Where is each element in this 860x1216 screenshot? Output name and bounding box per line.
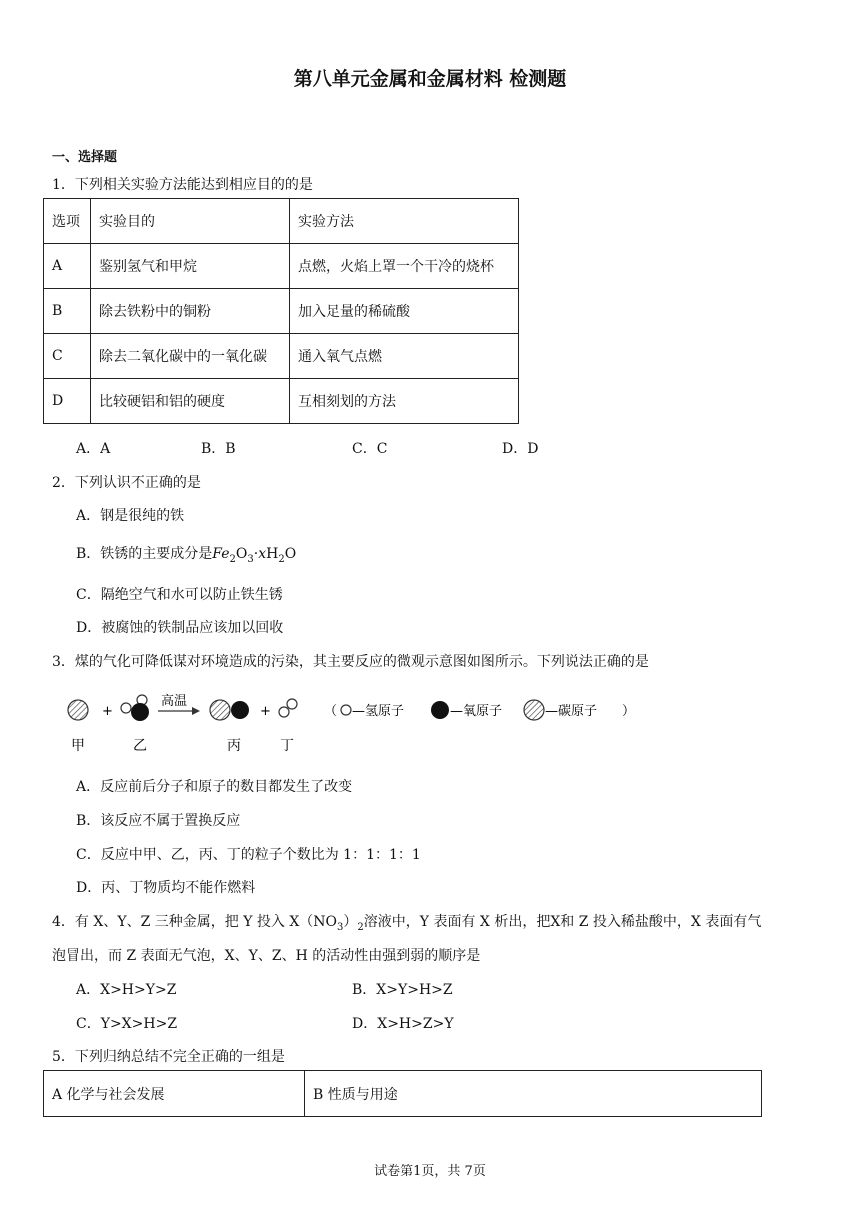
table-cell: 通入氧气点燃 <box>290 334 519 379</box>
formula-sub: 2 <box>357 921 364 933</box>
legend-paren: （ <box>324 704 338 719</box>
formula-o: O <box>284 546 297 562</box>
option-a[interactable]: A．A <box>76 441 111 457</box>
table-cell: B <box>44 289 91 334</box>
option-b[interactable]: B．该反应不属于置换反应 <box>76 813 241 829</box>
table-cell: B 性质与用途 <box>305 1071 762 1117</box>
legend-carbon: —碳原子 <box>545 704 598 719</box>
option-d[interactable]: D．X>H>Z>Y <box>352 1016 454 1032</box>
stem-text: 溶液中，Y 表面有 X 析出，把X和 Z 投入稀盐酸中，X 表面有气 <box>363 914 762 930</box>
option-a[interactable]: A．X>H>Y>Z <box>76 982 177 998</box>
question-4-stem <box>52 911 761 933</box>
question-5-stem: 5．下列归纳总结不完全正确的一组是 <box>52 1049 285 1065</box>
option-b[interactable] <box>76 543 296 565</box>
formula-h: H <box>266 546 279 562</box>
table-cell: 互相刻划的方法 <box>290 379 519 424</box>
label-yi: 乙 <box>133 738 147 754</box>
label-bing: 丙 <box>227 738 241 754</box>
option-c[interactable]: C．反应中甲、乙，丙、丁的粒子个数比为 1：1：1：1 <box>76 847 421 863</box>
stem-text: ） <box>343 914 358 930</box>
carbon-atom <box>210 700 230 720</box>
formula-sub: 2 <box>278 553 285 565</box>
table-cell: A <box>44 244 91 289</box>
table-row <box>44 334 519 379</box>
table-cell: D <box>44 379 91 424</box>
legend-hydrogen-icon <box>341 705 351 715</box>
reaction-diagram <box>60 688 660 758</box>
table-row <box>44 379 519 424</box>
stem-text: 4．有 X、Y、Z 三种金属，把 Y 投入 X（NO <box>52 914 338 930</box>
table-row <box>44 1071 762 1117</box>
option-b[interactable]: B．X>Y>H>Z <box>352 982 453 998</box>
hydrogen-atom <box>121 703 131 713</box>
question-3-stem: 3．煤的气化可降低谋对环境造成的污染，其主要反应的微观示意图如图所示。下列说法正确的是 <box>52 654 649 670</box>
table-header-cell: 实验方法 <box>290 199 519 244</box>
formula-sub: 2 <box>229 553 236 565</box>
table-cell: C <box>44 334 91 379</box>
table-cell: 鉴别氢气和甲烷 <box>91 244 290 289</box>
oxygen-atom <box>131 703 149 721</box>
plus-sign: + <box>260 704 271 719</box>
option-d[interactable]: D．D <box>502 441 539 457</box>
option-c[interactable]: C．Y>X>H>Z <box>76 1016 178 1032</box>
table-header-row <box>44 199 519 244</box>
question-2-stem: 2．下列认识不正确的是 <box>52 475 201 491</box>
question-1-stem: 1．下列相关实验方法能达到相应目的的是 <box>52 177 313 193</box>
formula-dot: · <box>253 546 259 562</box>
arrow-head-icon <box>192 707 200 715</box>
option-c[interactable]: C．隔绝空气和水可以防止铁生锈 <box>76 587 283 603</box>
option-d[interactable]: D．丙、丁物质均不能作燃料 <box>76 880 256 896</box>
label-jia: 甲 <box>71 738 85 754</box>
section-heading: 一、选择题 <box>52 150 118 165</box>
legend-carbon-icon <box>524 700 544 720</box>
hydrogen-atom <box>287 699 297 709</box>
option-b[interactable]: B．B <box>201 441 236 457</box>
option-d[interactable]: D．被腐蚀的铁制品应该加以回收 <box>76 620 284 636</box>
table-cell: 除去铁粉中的铜粉 <box>91 289 290 334</box>
table-row <box>44 244 519 289</box>
option-c[interactable]: C．C <box>352 441 388 457</box>
table-cell: 比较硬铝和铝的硬度 <box>91 379 290 424</box>
table-cell: A 化学与社会发展 <box>44 1071 305 1117</box>
legend-oxygen-icon <box>431 701 449 719</box>
table-header-cell: 选项 <box>44 199 91 244</box>
carbon-atom <box>68 700 88 720</box>
option-b-text: B．铁锈的主要成分是 <box>76 546 213 562</box>
formula-sub: 3 <box>247 553 254 565</box>
plus-sign: + <box>102 704 113 719</box>
oxygen-atom <box>231 701 249 719</box>
table-cell: 加入足量的稀硫酸 <box>290 289 519 334</box>
formula-x: x <box>258 546 267 562</box>
formula-o: O <box>235 546 248 562</box>
table-row <box>44 289 519 334</box>
question-4-stem-line2: 泡冒出，而 Z 表面无气泡，X、Y、Z、H 的活动性由强到弱的顺序是 <box>52 948 481 964</box>
option-a[interactable]: A．反应前后分子和原子的数目都发生了改变 <box>76 779 353 795</box>
question-1-table <box>43 198 519 424</box>
hydrogen-atom <box>279 707 289 717</box>
formula-sub: 3 <box>337 921 344 933</box>
table-cell: 除去二氧化碳中的一氧化碳 <box>91 334 290 379</box>
formula-fe: Fe <box>212 546 230 562</box>
page-title: 第八单元金属和金属材料 检测题 <box>293 68 567 90</box>
legend-paren: ） <box>622 704 636 719</box>
option-a[interactable]: A．钢是很纯的铁 <box>76 508 185 524</box>
question-5-table <box>43 1070 762 1117</box>
table-header-cell: 实验目的 <box>91 199 290 244</box>
page-footer: 试卷第1页，共 7页 <box>374 1164 486 1179</box>
reaction-condition: 高温 <box>161 694 188 709</box>
legend-hydrogen: —氢原子 <box>352 704 405 719</box>
table-cell: 点燃，火焰上罩一个干冷的烧杯 <box>290 244 519 289</box>
legend-oxygen: —氧原子 <box>450 704 503 719</box>
label-ding: 丁 <box>280 738 294 754</box>
